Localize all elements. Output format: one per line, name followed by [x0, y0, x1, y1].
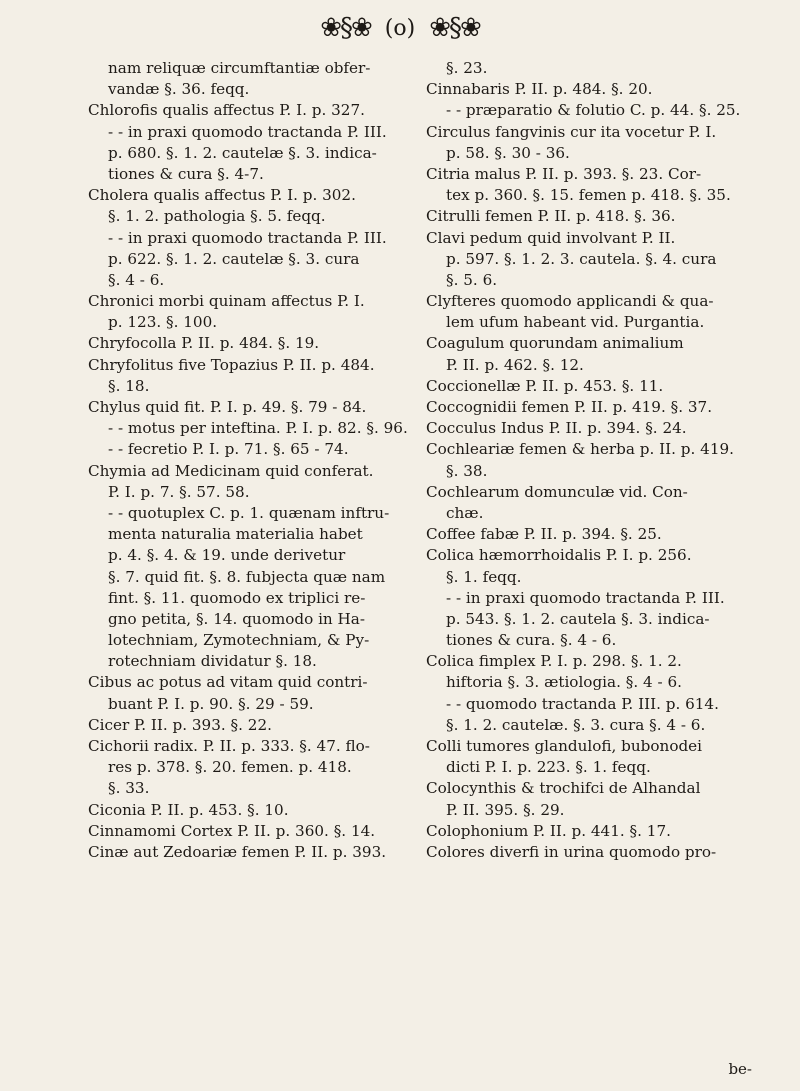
- index-entry-line: P. I. p. 7. §. 57. 58.: [108, 482, 250, 501]
- index-entry-line: Colli tumores glandulofi, bubonodei: [426, 737, 703, 755]
- index-entry-line: Cholera qualis affectus P. I. p. 302.: [88, 186, 356, 205]
- index-entry-line: Citrulli femen P. II. p. 418. §. 36.: [426, 207, 676, 226]
- index-entry-line: P. II. p. 462. §. 12.: [446, 355, 584, 374]
- index-entry-line: Cinnamomi Cortex P. II. p. 360. §. 14.: [88, 821, 376, 840]
- index-entry-line: Colores diverfi in urina quomodo pro-: [426, 842, 717, 861]
- index-entry-line: Chryfolitus five Topazius P. II. p. 484.: [88, 355, 375, 374]
- index-entry-line: Coagulum quorundam animalium: [426, 334, 684, 353]
- index-entry-line: Colica hæmorrhoidalis P. I. p. 256.: [426, 546, 692, 565]
- index-entry-line: Colophonium P. II. p. 441. §. 17.: [426, 821, 671, 840]
- index-entry-line: Chryfocolla P. II. p. 484. §. 19.: [88, 334, 320, 353]
- index-entry-line: §. 1. 2. cautelæ. §. 3. cura §. 4 - 6.: [446, 715, 706, 734]
- index-entry-line: Circulus fangvinis cur ita vocetur P. I.: [426, 122, 717, 141]
- index-entry-line: - - motus per inteftina. P. I. p. 82. §. 96.: [108, 419, 408, 438]
- index-entry-line: Clavi pedum quid involvant P. II.: [426, 228, 676, 247]
- index-entry-line: vandæ §. 36. feqq.: [108, 80, 250, 99]
- index-entry-line: p. 597. §. 1. 2. 3. cautela. §. 4. cura: [446, 249, 717, 268]
- index-entry-line: Cocculus Indus P. II. p. 394. §. 24.: [426, 419, 687, 438]
- index-entry-line: lem ufum habeant vid. Purgantia.: [446, 313, 705, 332]
- index-entry-line: Cicer P. II. p. 393. §. 22.: [88, 715, 272, 734]
- index-entry-line: fint. §. 11. quomodo ex triplici re-: [108, 588, 366, 607]
- index-entry-line: Coccognidii femen P. II. p. 419. §. 37.: [426, 398, 713, 416]
- index-entry-line: p. 4. §. 4. & 19. unde derivetur: [108, 546, 346, 565]
- index-entry-line: nam reliquæ circumftantiæ obfer-: [108, 59, 371, 77]
- index-entry-line: gno petita, §. 14. quomodo in Ha-: [108, 609, 365, 628]
- index-entry-line: Citria malus P. II. p. 393. §. 23. Cor-: [426, 164, 702, 183]
- index-entry-line: chæ.: [446, 503, 484, 522]
- index-entry-line: - - quotuplex C. p. 1. quænam inftru-: [108, 503, 390, 522]
- index-entry-line: Chlorofis qualis affectus P. I. p. 327.: [88, 101, 365, 120]
- ornament-left: ❀§❀: [320, 13, 371, 43]
- index-entry-line: - - in praxi quomodo tractanda P. III.: [108, 122, 387, 141]
- index-entry-line: dicti P. I. p. 223. §. 1. feqq.: [446, 758, 651, 777]
- index-entry-line: Coccionellæ P. II. p. 453. §. 11.: [426, 376, 664, 395]
- index-entry-line: p. 58. §. 30 - 36.: [446, 143, 570, 162]
- index-entry-line: - - præparatio & folutio C. p. 44. §. 25.: [446, 101, 741, 120]
- index-entry-line: Cinnabaris P. II. p. 484. §. 20.: [426, 80, 653, 99]
- index-entry-line: §. 4 - 6.: [108, 270, 165, 289]
- page-header: [0, 6, 800, 50]
- index-entry-line: - - quomodo tractanda P. III. p. 614.: [446, 694, 719, 713]
- index-entry-line: - - fecretio P. I. p. 71. §. 65 - 74.: [108, 440, 349, 459]
- index-entry-line: p. 680. §. 1. 2. cautelæ §. 3. indica-: [108, 143, 377, 162]
- index-entry-line: tiones & cura. §. 4 - 6.: [446, 631, 617, 650]
- index-entry-line: Cinæ aut Zedoariæ femen P. II. p. 393.: [88, 842, 387, 861]
- index-entry-line: - - in praxi quomodo tractanda P. III.: [108, 228, 387, 247]
- index-entry-line: menta naturalia materialia habet: [108, 525, 363, 544]
- index-entry-line: tex p. 360. §. 15. femen p. 418. §. 35.: [446, 186, 731, 205]
- index-entry-line: res p. 378. §. 20. femen. p. 418.: [108, 758, 352, 777]
- index-entry-line: §. 23.: [446, 59, 488, 77]
- index-entry-line: p. 123. §. 100.: [108, 313, 218, 332]
- index-entry-line: Cochleariæ femen & herba p. II. p. 419.: [426, 440, 734, 459]
- catchword: be-: [728, 1060, 752, 1078]
- index-entry-line: Clyfteres quomodo applicandi & qua-: [426, 292, 714, 311]
- index-entry-line: lotechniam, Zymotechniam, & Py-: [108, 631, 370, 650]
- index-entry-line: Ciconia P. II. p. 453. §. 10.: [88, 800, 289, 819]
- index-entry-line: hiftoria §. 3. ætiologia. §. 4 - 6.: [446, 673, 682, 692]
- index-entry-line: Cochlearum domunculæ vid. Con-: [426, 482, 688, 501]
- index-entry-line: §. 18.: [108, 376, 150, 395]
- index-entry-line: §. 1. 2. pathologia §. 5. feqq.: [108, 207, 326, 226]
- index-entry-line: §. 7. quid fit. §. 8. fubjecta quæ nam: [108, 567, 386, 586]
- index-entry-line: Chylus quid fit. P. I. p. 49. §. 79 - 84.: [88, 398, 367, 416]
- index-entry-line: §. 33.: [108, 779, 150, 798]
- index-entry-line: Cichorii radix. P. II. p. 333. §. 47. flo-: [88, 737, 370, 755]
- index-entry-line: rotechniam dividatur §. 18.: [108, 652, 317, 671]
- index-entry-line: buant P. I. p. 90. §. 29 - 59.: [108, 694, 314, 713]
- index-entry-line: §. 1. feqq.: [446, 567, 522, 586]
- index-entry-line: Coffee fabæ P. II. p. 394. §. 25.: [426, 525, 662, 544]
- index-entry-line: tiones & cura §. 4-7.: [108, 164, 264, 183]
- ornament-right: ❀§❀: [429, 13, 480, 43]
- index-entry-line: - - in praxi quomodo tractanda P. III.: [446, 588, 725, 607]
- index-entry-line: Colica fimplex P. I. p. 298. §. 1. 2.: [426, 652, 682, 671]
- index-entry-line: §. 38.: [446, 461, 488, 480]
- index-entry-line: P. II. 395. §. 29.: [446, 800, 565, 819]
- index-entry-line: Cibus ac potus ad vitam quid contri-: [88, 673, 368, 692]
- index-entry-line: p. 622. §. 1. 2. cautelæ §. 3. cura: [108, 249, 360, 268]
- index-entry-line: p. 543. §. 1. 2. cautela §. 3. indica-: [446, 609, 710, 628]
- index-entry-line: Chymia ad Medicinam quid conferat.: [88, 461, 374, 480]
- index-entry-line: Chronici morbi quinam affectus P. I.: [88, 292, 365, 311]
- index-column-left: [88, 58, 410, 863]
- index-entry-line: §. 5. 6.: [446, 270, 498, 289]
- index-column-right: [426, 58, 756, 863]
- index-entry-line: Colocynthis & trochifci de Alhandal: [426, 779, 701, 798]
- page-number: (o): [384, 15, 416, 41]
